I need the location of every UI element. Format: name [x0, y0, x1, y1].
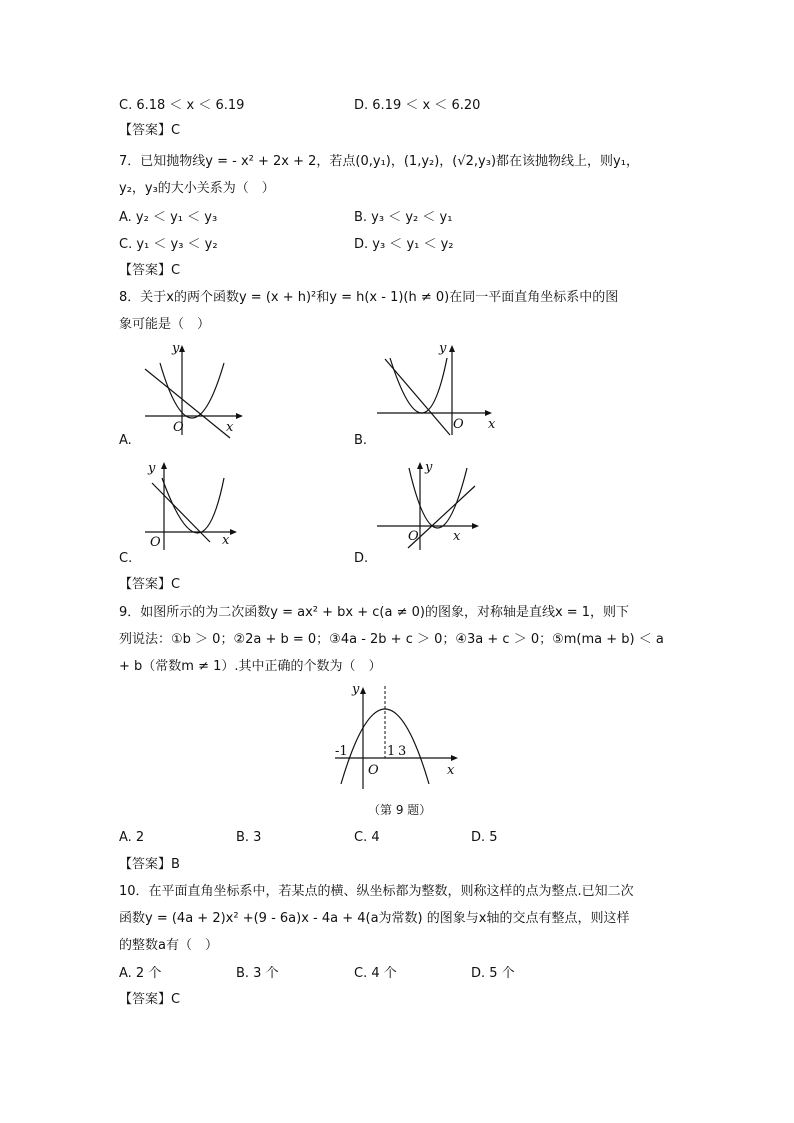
answer-label: 【答案】	[119, 263, 172, 278]
answer-value: C	[171, 263, 181, 278]
answer-label: 【答案】	[119, 577, 172, 592]
origin-label: O	[408, 529, 419, 544]
q8-graph-d	[375, 458, 485, 553]
x-axis-label: x	[226, 420, 234, 435]
q8-graph-b	[375, 343, 500, 438]
q6-answer	[119, 122, 180, 140]
q7-answer	[119, 262, 180, 280]
q8-label-b: B.	[354, 433, 368, 448]
tick-1-label: 1	[387, 744, 396, 759]
q9-graph	[333, 684, 463, 794]
q10-stem-line3: 的整数a有（ ）	[119, 938, 218, 953]
q9-stem-line3: + b（常数m ≠ 1）.其中正确的个数为（ ）	[119, 659, 382, 674]
q9-option-c: C. 4	[354, 830, 380, 845]
origin-label: O	[368, 763, 379, 778]
q7-option-d: D. y₃ ＜ y₁ ＜ y₂	[354, 237, 454, 252]
q9-answer	[119, 856, 180, 874]
q9-stem-line1: 9．如图所示的为二次函数y = ax² + bx + c(a ≠ 0)的图象，对称轴是直线x = 1，则下	[119, 605, 630, 620]
x-axis-label: x	[222, 533, 230, 548]
origin-label: O	[173, 420, 184, 435]
q8-label-a: A.	[119, 433, 132, 448]
q6-option-d: D. 6.19 ＜ x ＜ 6.20	[354, 98, 481, 113]
tick-3-label: 3	[398, 744, 407, 759]
q8-label-d: D.	[354, 551, 369, 566]
q9-option-b: B. 3	[236, 830, 262, 845]
q8-answer	[119, 576, 180, 594]
q7-stem-line1: 7．已知抛物线y = - x² + 2x + 2，若点(0,y₁)，(1,y₂)，(√2,y₃)都在该抛物线上，则y₁，	[119, 154, 639, 169]
q7-option-a: A. y₂ ＜ y₁ ＜ y₃	[119, 210, 218, 225]
answer-value: C	[171, 577, 181, 592]
answer-value: C	[171, 123, 181, 138]
q6-option-c: C. 6.18 ＜ x ＜ 6.19	[119, 98, 245, 113]
q10-option-c: C. 4 个	[354, 966, 397, 981]
q8-stem-line2: 象可能是（ ）	[119, 317, 211, 332]
origin-label: O	[150, 535, 161, 550]
q9-figure-caption: （第 9 题）	[368, 803, 432, 817]
y-axis-label: y	[425, 460, 433, 475]
q10-option-d: D. 5 个	[471, 966, 515, 981]
answer-label: 【答案】	[119, 857, 172, 872]
q10-option-b: B. 3 个	[236, 966, 279, 981]
q7-option-b: B. y₃ ＜ y₂ ＜ y₁	[354, 210, 453, 225]
tick-neg1-label: -1	[335, 744, 348, 759]
q10-stem-line1: 10．在平面直角坐标系中，若某点的横、纵坐标都为整数，则称这样的点为整点.已知二次	[119, 884, 634, 899]
q10-answer	[119, 991, 180, 1009]
q8-label-c: C.	[119, 551, 133, 566]
origin-label: O	[453, 417, 464, 432]
q10-option-a: A. 2 个	[119, 966, 162, 981]
y-axis-label: y	[352, 682, 360, 697]
x-axis-label: x	[453, 529, 461, 544]
answer-label: 【答案】	[119, 992, 172, 1007]
y-axis-label: y	[172, 341, 180, 356]
y-axis-label: y	[439, 341, 447, 356]
q8-graph-c	[140, 460, 250, 550]
x-axis-label: x	[447, 763, 455, 778]
q8-stem-line1: 8．关于x的两个函数y = (x + h)²和y = h(x - 1)(h ≠ 0)在同一平面直角坐标系中的图	[119, 290, 619, 305]
answer-value: B	[171, 857, 180, 872]
q8-graph-a	[140, 343, 250, 438]
q9-stem-line2: 列说法：①b ＞ 0；②2a + b = 0；③4a - 2b + c ＞ 0；④3a + c ＞ 0；⑤m(ma + b) ＜ a	[119, 632, 664, 647]
answer-label: 【答案】	[119, 123, 172, 138]
q7-option-c: C. y₁ ＜ y₃ ＜ y₂	[119, 237, 218, 252]
answer-value: C	[171, 992, 181, 1007]
y-axis-label: y	[148, 461, 156, 476]
q9-option-d: D. 5	[471, 830, 498, 845]
q7-stem-line2: y₂，y₃的大小关系为（ ）	[119, 181, 275, 196]
q10-stem-line2: 函数y = (4a + 2)x² +(9 - 6a)x - 4a + 4(a为常数) 的图象与x轴的交点有整点，则这样	[119, 911, 630, 926]
x-axis-label: x	[488, 417, 496, 432]
q9-option-a: A. 2	[119, 830, 145, 845]
